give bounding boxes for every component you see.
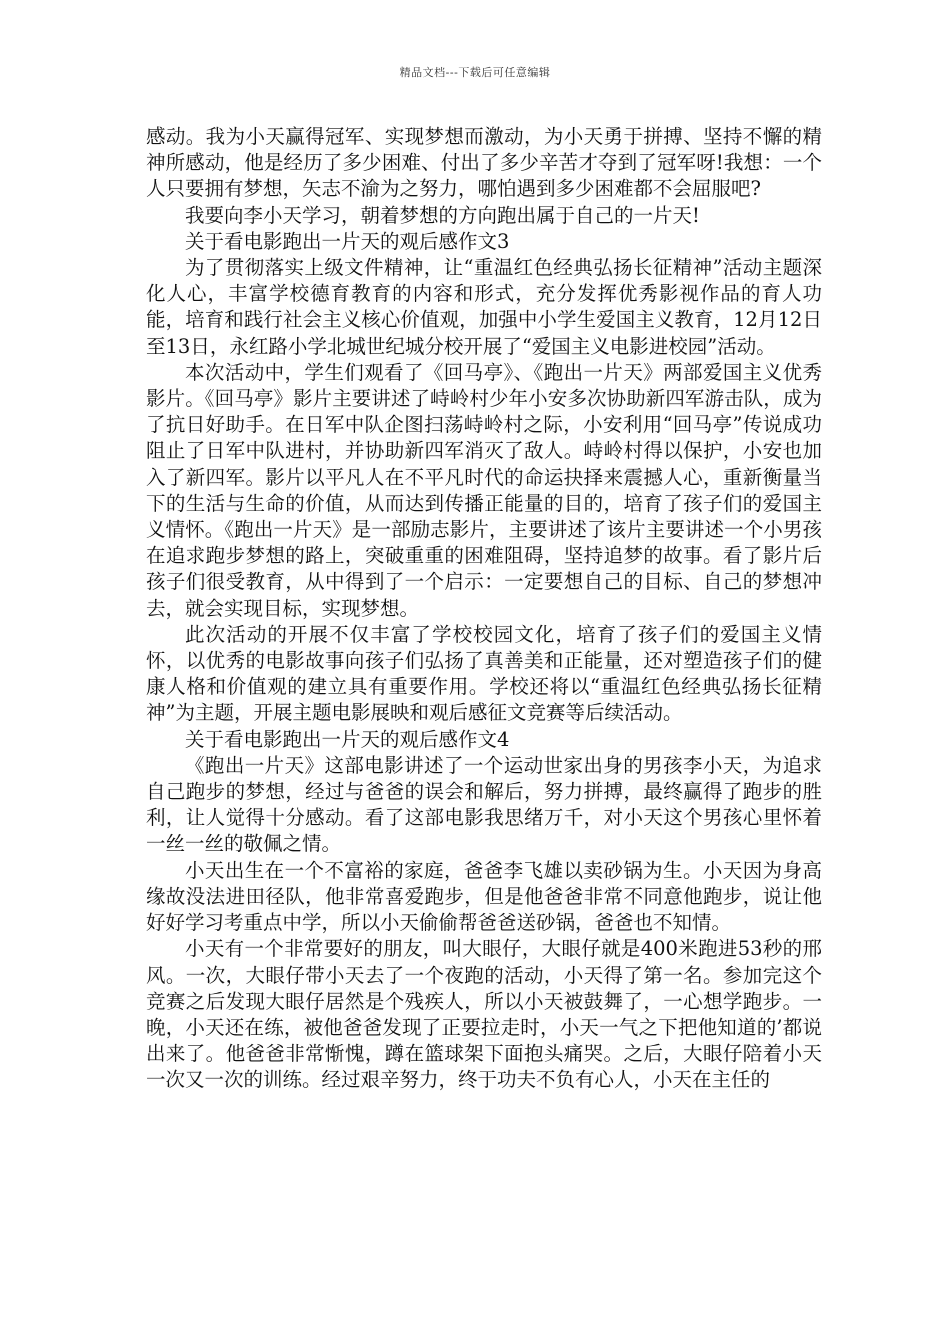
section-title: 关于看电影跑出一片天的观后感作文4 [185, 727, 510, 751]
paragraph: 小天有一个非常要好的朋友，叫大眼仔，大眼仔就是400米跑进53秒的邢风。一次，大眼仔带小天去了一个夜跑的活动，小天得了第一名。参加完这个竞赛之后发现大眼仔居然是个残疾人，所以小天被鼓舞了，一心想学跑步。一晚，小天还在练，被他爸爸发现了正要拉走时，小天一气之下把他知道的’都说出来了。他爸爸非常惭愧，蹲在篮球架下面抱头痛哭。之后，大眼仔陪着小天一次又一次的训练。经过艰辛努力，终于功夫不负有心人，小天在主任的 [146, 937, 822, 1092]
paragraph-continuation: 感动。我为小天赢得冠军、实现梦想而激动，为小天勇于拼搏、坚持不懈的精神所感动，他是经历了多少困难、付出了多少辛苦才夺到了冠军呀!我想：一个人只要拥有梦想，矢志不渝为之努力，哪怕遇到多少困难都不会屈服吧? [146, 125, 822, 201]
paragraph: 小天出生在一个不富裕的家庭，爸爸李飞雄以卖砂锅为生。小天因为身高缘故没法进田径队，他非常喜爱跑步，但是他爸爸非常不同意他跑步，说让他好好学习考重点中学，所以小天偷偷帮爸爸送砂锅，爸爸也不知情。 [146, 858, 822, 935]
paragraph: 我要向李小天学习，朝着梦想的方向跑出属于自己的一片天! [185, 203, 700, 227]
document-body [146, 124, 822, 1094]
section-title: 关于看电影跑出一片天的观后感作文3 [185, 229, 510, 253]
paragraph: 此次活动的开展不仅丰富了学校校园文化，培育了孩子们的爱国主义情怀，以优秀的电影故事向孩子们弘扬了真善美和正能量，还对塑造孩子们的健康人格和价值观的建立具有重要作用。学校还将以“重温红色经典弘扬长征精神”为主题，开展主题电影展映和观后感征文竞赛等后续活动。 [146, 622, 822, 725]
paragraph: 本次活动中，学生们观看了《回马亭》、《跑出一片天》两部爱国主义优秀影片。《回马亭》影片主要讲述了峙岭村少年小安多次协助新四军游击队，成为了抗日好助手。在日军中队企图扫荡峙岭村之际，小安利用“回马亭”传说成功阻止了日军中队进村，并协助新四军消灭了敌人。峙岭村得以保护，小安也加入了新四军。影片以平凡人在不平凡时代的命运抉择来震撼人心，重新衡量当下的生活与生命的价值，从而达到传播正能量的目的，培育了孩子们的爱国主义情怀。《跑出一片天》是一部励志影片，主要讲述了该片主要讲述一个小男孩在追求跑步梦想的路上，突破重重的困难阻碍，坚持追梦的故事。看了影片后孩子们很受教育，从中得到了一个启示：一定要想自己的目标、自己的梦想冲去，就会实现目标，实现梦想。 [146, 360, 822, 620]
page-header: 精品文档---下载后可任意编辑 [399, 66, 551, 79]
paragraph: 为了贯彻落实上级文件精神，让“重温红色经典弘扬长征精神”活动主题深化人心，丰富学校德育教育的内容和形式，充分发挥优秀影视作品的育人功能，培育和践行社会主义核心价值观，加强中小学生爱国主义教育，12月12日至13日，永红路小学北城世纪城分校开展了“爱国主义电影进校园”活动。 [146, 256, 822, 358]
paragraph: 《跑出一片天》这部电影讲述了一个运动世家出身的男孩李小天，为追求自己跑步的梦想，经过与爸爸的误会和解后，努力拼搏，最终赢得了跑步的胜利，让人觉得十分感动。看了这部电影我思绪万千，对小天这个男孩心里怀着一丝一丝的敬佩之情。 [146, 753, 822, 856]
